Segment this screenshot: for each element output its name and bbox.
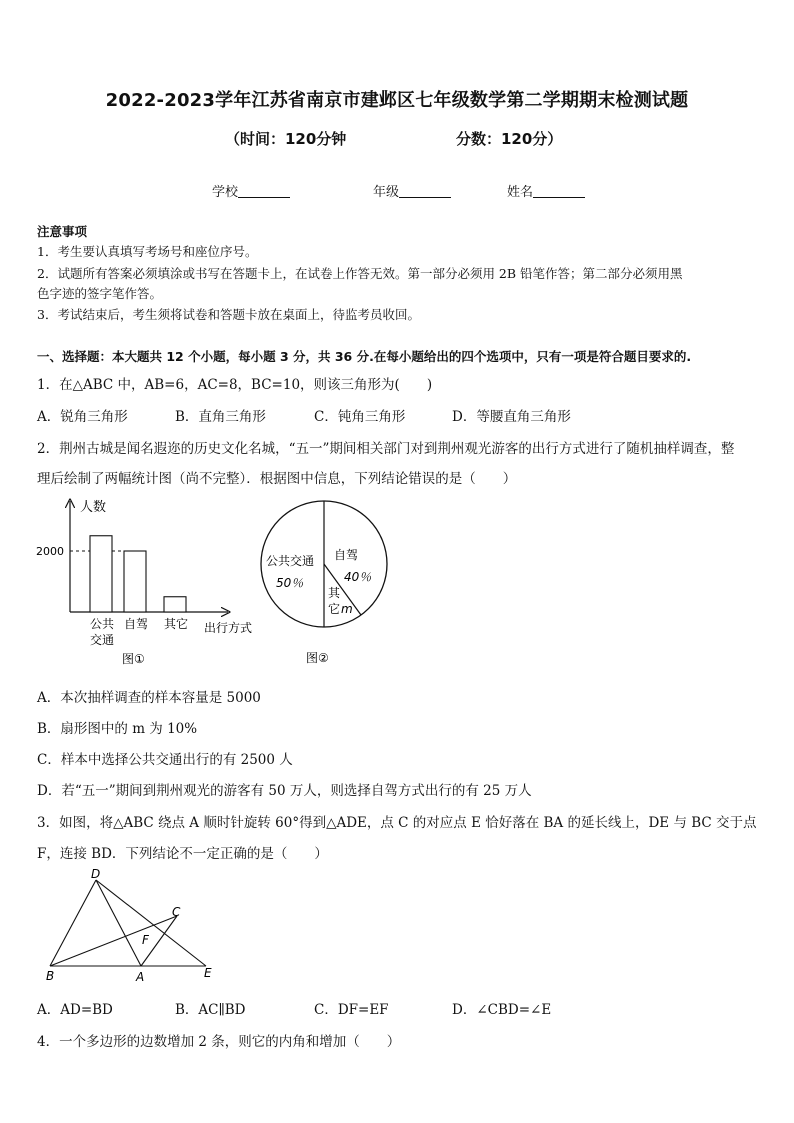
point-label-E: E	[204, 966, 212, 980]
pie-label-self-drive: 自驾	[334, 548, 359, 562]
q3-option-c: C．DF=EF	[314, 1002, 389, 1018]
x-axis-label: 出行方式	[204, 621, 253, 635]
question-3-line2: F，连接 BD．下列结论不一定正确的是（ ）	[37, 846, 328, 862]
x-tick-label-2: 自驾	[124, 617, 149, 631]
notice-item: 3．考试结束后，考生须将试卷和答题卡放在桌面上，待监考员收回。	[37, 307, 420, 322]
bar-2	[124, 551, 146, 612]
q2-option-d: D．若“五一”期间到荆州观光的游客有 50 万人，则选择自驾方式出行的有 25 万人	[37, 783, 532, 799]
pie-pct-self-drive: 40％	[344, 570, 372, 584]
pie-chart-figure-2	[258, 500, 388, 670]
q2-option-c: C．样本中选择公共交通出行的有 2500 人	[37, 752, 293, 768]
q3-option-a: A．AD=BD	[37, 1002, 113, 1018]
name-label: 姓名	[507, 185, 534, 200]
pie-label-public-transport: 公共交通	[266, 554, 315, 568]
exam-title: 2022-2023学年江苏省南京市建邺区七年级数学第二学期期末检测试题	[105, 90, 689, 111]
question-3-line1: 3．如图，将△ABC 绕点 A 顺时针旋转 60°得到△ADE，点 C 的对应点 E 恰好落在 BA 的延长线上，DE 与 BC 交于点	[37, 815, 757, 831]
x-tick-label-1b: 交通	[90, 633, 115, 647]
section-heading: 一、选择题：本大题共 12 个小题，每小题 3 分，共 36 分.在每小题给出的四个选项中，只有一项是符合题目要求的.	[37, 349, 692, 364]
q1-option-c: C．钝角三角形	[314, 409, 406, 425]
q2-option-a: A．本次抽样调查的样本容量是 5000	[37, 690, 261, 706]
exam-time: （时间：120分钟	[225, 130, 347, 148]
notice-item: 2．试题所有答案必须填涂或书写在答题卡上，在试卷上作答无效。第一部分必须用 2B 铅笔作答；第二部分必须用黑	[37, 266, 683, 281]
q3-option-d: D．∠CBD=∠E	[452, 1002, 552, 1018]
q3-option-b: B．AC∥BD	[175, 1002, 246, 1018]
name-blank	[533, 184, 585, 198]
question-2-line1: 2．荆州古城是闻名遐迩的历史文化名城，“五一”期间相关部门对到荆州观光游客的出行方式进行了随机抽样调查，整	[37, 441, 735, 457]
pie-label-other-b: 它	[328, 602, 341, 616]
point-label-A: A	[136, 970, 145, 984]
segment-DB	[50, 880, 96, 966]
point-label-F: F	[142, 933, 149, 947]
q1-option-d: D．等腰直角三角形	[452, 409, 571, 425]
name-field	[507, 181, 585, 200]
segment-DE	[96, 880, 206, 966]
q1-option-b: B．直角三角形	[175, 409, 266, 425]
question-2-line2: 理后绘制了两幅统计图（尚不完整）．根据图中信息，下列结论错误的是（ ）	[37, 471, 517, 487]
x-tick-label-3: 其它	[164, 617, 189, 631]
school-field	[212, 181, 290, 200]
point-label-B: B	[46, 969, 55, 983]
exam-score: 分数：120分）	[456, 130, 563, 148]
geometry-figure	[38, 868, 228, 990]
notice-heading: 注意事项	[37, 224, 88, 239]
bar-1	[90, 536, 112, 612]
q1-option-a: A．锐角三角形	[37, 409, 128, 425]
figure-2-caption: 图②	[306, 651, 329, 665]
segment-DA	[96, 880, 141, 966]
q2-option-b: B．扇形图中的 m 为 10%	[37, 721, 198, 737]
point-label-D: D	[91, 868, 101, 881]
grade-field	[373, 181, 451, 200]
bar-chart-figure-1	[30, 495, 270, 670]
notice-item: 色字迹的签字笔作答。	[37, 286, 163, 301]
bar-3	[164, 597, 186, 612]
y-tick-label: 2000	[36, 545, 64, 558]
segment-BC	[50, 916, 177, 966]
pie-pct-public-transport: 50％	[276, 576, 304, 590]
grade-blank	[399, 184, 451, 198]
point-label-C: C	[172, 905, 181, 919]
school-blank	[238, 184, 290, 198]
grade-label: 年级	[373, 185, 400, 200]
school-label: 学校	[212, 185, 239, 200]
question-1: 1．在△ABC 中，AB=6，AC=8，BC=10，则该三角形为( )	[37, 377, 433, 393]
pie-var-m: m	[341, 602, 353, 616]
pie-label-other-a: 其	[328, 586, 341, 600]
question-4: 4．一个多边形的边数增加 2 条，则它的内角和增加（ ）	[37, 1034, 401, 1050]
x-tick-label-1a: 公共	[90, 617, 115, 631]
notice-item: 1．考生要认真填写考场号和座位序号。	[37, 244, 258, 259]
figure-1-caption: 图①	[122, 652, 145, 666]
y-axis-label: 人数	[80, 500, 107, 515]
